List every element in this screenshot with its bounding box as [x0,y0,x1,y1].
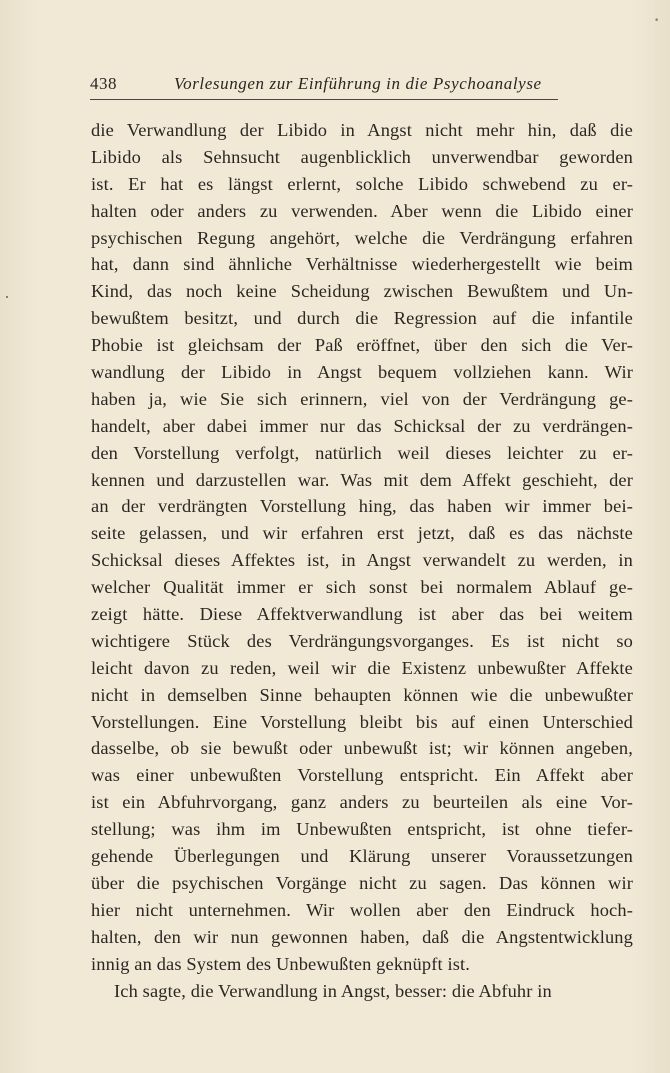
text-line: die Verwandlung der Libido in Angst nicht mehr hin, daß die [91,120,633,140]
text-line: halten oder anders zu verwenden. Aber wenn die Libido einer [91,200,633,221]
text-line: psychischen Regung angehört, welche die Verdrängung erfahren [91,227,633,248]
text-line: halten, den wir nun gewonnen haben, daß die Angstentwicklung [91,926,633,947]
body-text [91,117,633,1004]
text-line: was einer unbewußten Vorstellung entspricht. Ein Affekt aber [91,765,633,786]
text-line: bewußtem besitzt, und durch die Regression auf die infantile [91,308,633,329]
text-line: leicht davon zu reden, weil wir die Existenz unbewußter Affekte [91,657,633,678]
text-line: gehende Überlegungen und Klärung unserer Voraussetzungen [91,846,633,867]
text-line: ist. Er hat es längst erlernt, solche Libido schwebend zu er- [91,173,633,194]
text-line: Vorstellungen. Eine Vorstellung bleibt bis auf einen Unterschied [91,711,633,732]
text-line: hier nicht unternehmen. Wir wollen aber den Eindruck hoch- [91,899,633,920]
corner-mark-icon: • [654,16,660,26]
text-line: kennen und darzustellen war. Was mit dem Affekt geschieht, der [91,469,633,490]
margin-speck-icon [6,296,8,298]
paragraph-last-line: innig an das System des Unbewußten geknüpft ist. [91,953,471,974]
text-line: Libido als Sehnsucht augenblicklich unverwendbar geworden [91,146,633,167]
running-title: Vorlesungen zur Einführung in die Psychoanalyse [174,74,542,93]
text-line: handelt, aber dabei immer nur das Schicksal der zu verdrängen- [91,415,633,436]
text-line: Phobie ist gleichsam der Paß eröffnet, über den sich die Ver- [91,335,633,356]
text-line: wandlung der Libido in Angst bequem vollziehen kann. Wir [91,362,633,383]
header-rule [90,99,558,100]
text-line: nicht in demselben Sinne behaupten können wie die unbewußter [91,684,633,705]
text-line: wichtigere Stück des Verdrängungsvorganges. Es ist nicht so [91,630,633,651]
text-line: Kind, das noch keine Scheidung zwischen Bewußtem und Un- [91,281,633,302]
text-line: stellung; was ihm im Unbewußten entspricht, ist ohne tiefer- [91,819,633,840]
text-line: hat, dann sind ähnliche Verhältnisse wiederhergestellt wie beim [91,254,633,275]
text-line: an der verdrängten Vorstellung hing, das haben wir immer bei- [91,496,633,517]
page-number: 438 [90,74,117,93]
page-header [90,74,556,98]
text-line: seite gelassen, und wir erfahren erst jetzt, daß es das nächste [91,523,633,544]
paragraph-first-line: Ich sagte, die Verwandlung in Angst, besser: die Abfuhr in [114,980,552,1001]
text-line: haben ja, wie Sie sich erinnern, viel von der Verdrängung ge- [91,388,633,409]
text-line: über die psychischen Vorgänge nicht zu sagen. Das können wir [91,872,633,893]
text-line: den Vorstellung verfolgt, natürlich weil dieses leichter zu er- [91,442,633,463]
text-line: ist ein Abfuhrvorgang, ganz anders zu beurteilen als eine Vor- [91,792,633,813]
text-line: dasselbe, ob sie bewußt oder unbewußt ist; wir können angeben, [91,738,633,759]
text-line: welcher Qualität immer er sich sonst bei normalem Ablauf ge- [91,577,633,598]
text-line: zeigt hätte. Diese Affektverwandlung ist aber das bei weitem [91,604,633,625]
text-line: Schicksal dieses Affektes ist, in Angst verwandelt zu werden, in [91,550,633,571]
